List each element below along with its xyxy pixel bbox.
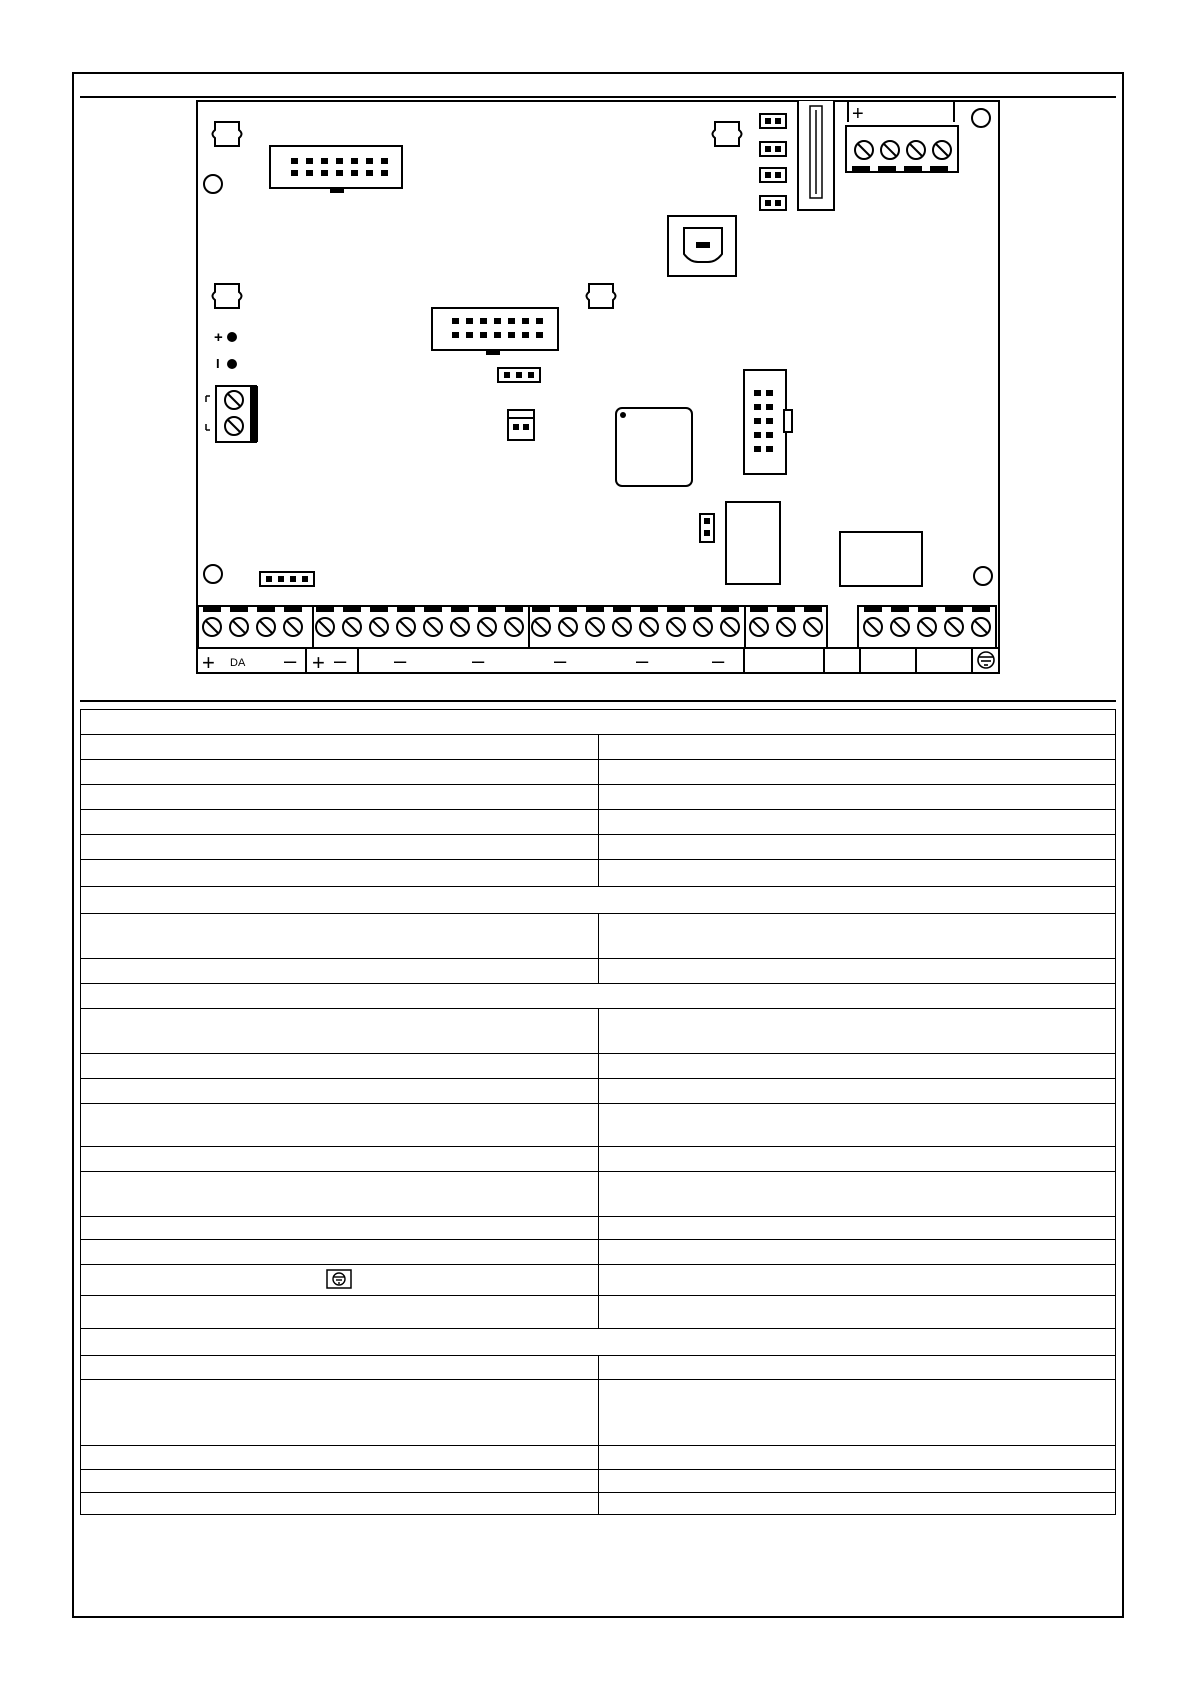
led-minus-label: I [216, 356, 220, 371]
terminal-minus-label: – [636, 648, 649, 673]
table-row [81, 1217, 1116, 1240]
mounting-hole-icon [974, 567, 992, 585]
table-row [81, 760, 1116, 785]
ribbon-header-center [432, 308, 558, 355]
table-row [81, 785, 1116, 810]
term-cell [81, 1104, 599, 1147]
term-cell [81, 860, 599, 887]
description-cell [598, 1240, 1116, 1265]
terminal-minus-label: – [284, 648, 297, 673]
microcontroller-chip [616, 408, 692, 486]
table-row [81, 1240, 1116, 1265]
table-row [81, 1296, 1116, 1329]
mounting-hole-icon [204, 175, 222, 193]
description-cell [598, 1147, 1116, 1172]
table-section-row [81, 887, 1116, 914]
description-cell [598, 959, 1116, 984]
mounting-hole-icon [204, 565, 222, 583]
vertical-slot-connector [798, 100, 834, 210]
usb-connector-icon [668, 216, 736, 276]
jumper-3pin [498, 368, 540, 382]
table-row [81, 1079, 1116, 1104]
table-row [81, 1446, 1116, 1470]
term-cell [81, 735, 599, 760]
description-cell [598, 785, 1116, 810]
table-row [81, 1054, 1116, 1079]
table-row [81, 914, 1116, 959]
section-heading [81, 710, 1116, 735]
term-cell [81, 760, 599, 785]
terminal-minus-label: – [554, 648, 567, 673]
description-cell [598, 1380, 1116, 1446]
specification-table [80, 709, 1116, 1515]
relay-component [840, 532, 922, 586]
description-cell [598, 735, 1116, 760]
table-row [81, 1356, 1116, 1380]
term-cell [81, 1217, 599, 1240]
terminal-minus-label: – [712, 648, 725, 673]
description-cell [598, 1104, 1116, 1147]
term-cell [81, 1009, 599, 1054]
table-row [81, 1493, 1116, 1515]
terminal-da-label: DA [230, 657, 246, 669]
jumper-icon [760, 168, 786, 182]
description-cell [598, 1296, 1116, 1329]
top-rule [80, 96, 1116, 98]
four-pin-header [260, 572, 314, 586]
term-cell [81, 1356, 599, 1380]
terminal-minus-label: – [394, 648, 407, 673]
top-plus-label: + [852, 103, 864, 125]
jumper-icon [760, 196, 786, 210]
term-cell [81, 1054, 599, 1079]
term-cell [81, 959, 599, 984]
description-cell [598, 1493, 1116, 1515]
led-icon [227, 332, 237, 342]
relay-component [726, 502, 780, 584]
term-cell [81, 1470, 599, 1493]
description-cell [598, 914, 1116, 959]
bottom-terminal-strip [198, 606, 996, 648]
standoff-icon [213, 284, 242, 308]
table-row [81, 810, 1116, 835]
description-cell [598, 760, 1116, 785]
led-plus-label: + [214, 329, 223, 346]
table-row [81, 1380, 1116, 1446]
description-cell [598, 835, 1116, 860]
term-cell [81, 1147, 599, 1172]
standoff-icon [213, 122, 242, 146]
terminal-plus-label: + [202, 650, 215, 674]
table-row [81, 835, 1116, 860]
ground-symbol-icon [978, 652, 994, 668]
standoff-icon [713, 122, 742, 146]
description-cell [598, 1172, 1116, 1217]
term-cell [81, 914, 599, 959]
table-row [81, 1265, 1116, 1296]
term-cell [81, 835, 599, 860]
middle-rule [80, 700, 1116, 702]
description-cell [598, 1217, 1116, 1240]
table-row [81, 1009, 1116, 1054]
description-cell [598, 1470, 1116, 1493]
circuit-board-diagram [196, 100, 1000, 674]
table-section-row [81, 1329, 1116, 1356]
ten-pin-header [744, 370, 792, 474]
term-cell [81, 1240, 599, 1265]
jumper-2pin [508, 410, 534, 440]
description-cell [598, 1265, 1116, 1296]
description-cell [598, 1009, 1116, 1054]
term-cell [81, 785, 599, 810]
led-icon [227, 359, 237, 369]
standoff-icon [587, 284, 616, 308]
ribbon-header-top [270, 146, 402, 193]
jumper-vertical [700, 514, 714, 542]
term-cell [81, 1380, 599, 1446]
terminal-minus-label: – [334, 648, 347, 673]
description-cell [598, 1054, 1116, 1079]
term-cell [81, 1265, 599, 1296]
jumper-icon [760, 114, 786, 128]
terminal-plus-label: + [312, 650, 325, 674]
description-cell [598, 860, 1116, 887]
jumper-icon [760, 142, 786, 156]
term-cell [81, 1172, 599, 1217]
terminal-minus-label: – [472, 648, 485, 673]
term-cell [81, 1493, 599, 1515]
description-cell [598, 1356, 1116, 1380]
section-heading [81, 887, 1116, 914]
table-section-row [81, 710, 1116, 735]
table-row [81, 860, 1116, 887]
table-row [81, 1104, 1116, 1147]
table-section-row [81, 984, 1116, 1009]
table-row [81, 959, 1116, 984]
table-row [81, 1172, 1116, 1217]
description-cell [598, 1079, 1116, 1104]
description-cell [598, 1446, 1116, 1470]
ground-icon [326, 1269, 352, 1292]
term-cell [81, 1446, 599, 1470]
mounting-hole-icon [972, 109, 990, 127]
table-row [81, 1470, 1116, 1493]
term-cell [81, 1079, 599, 1104]
term-cell [81, 1296, 599, 1329]
section-heading [81, 1329, 1116, 1356]
description-cell [598, 810, 1116, 835]
table-row [81, 735, 1116, 760]
term-cell [81, 810, 599, 835]
section-heading [81, 984, 1116, 1009]
table-row [81, 1147, 1116, 1172]
